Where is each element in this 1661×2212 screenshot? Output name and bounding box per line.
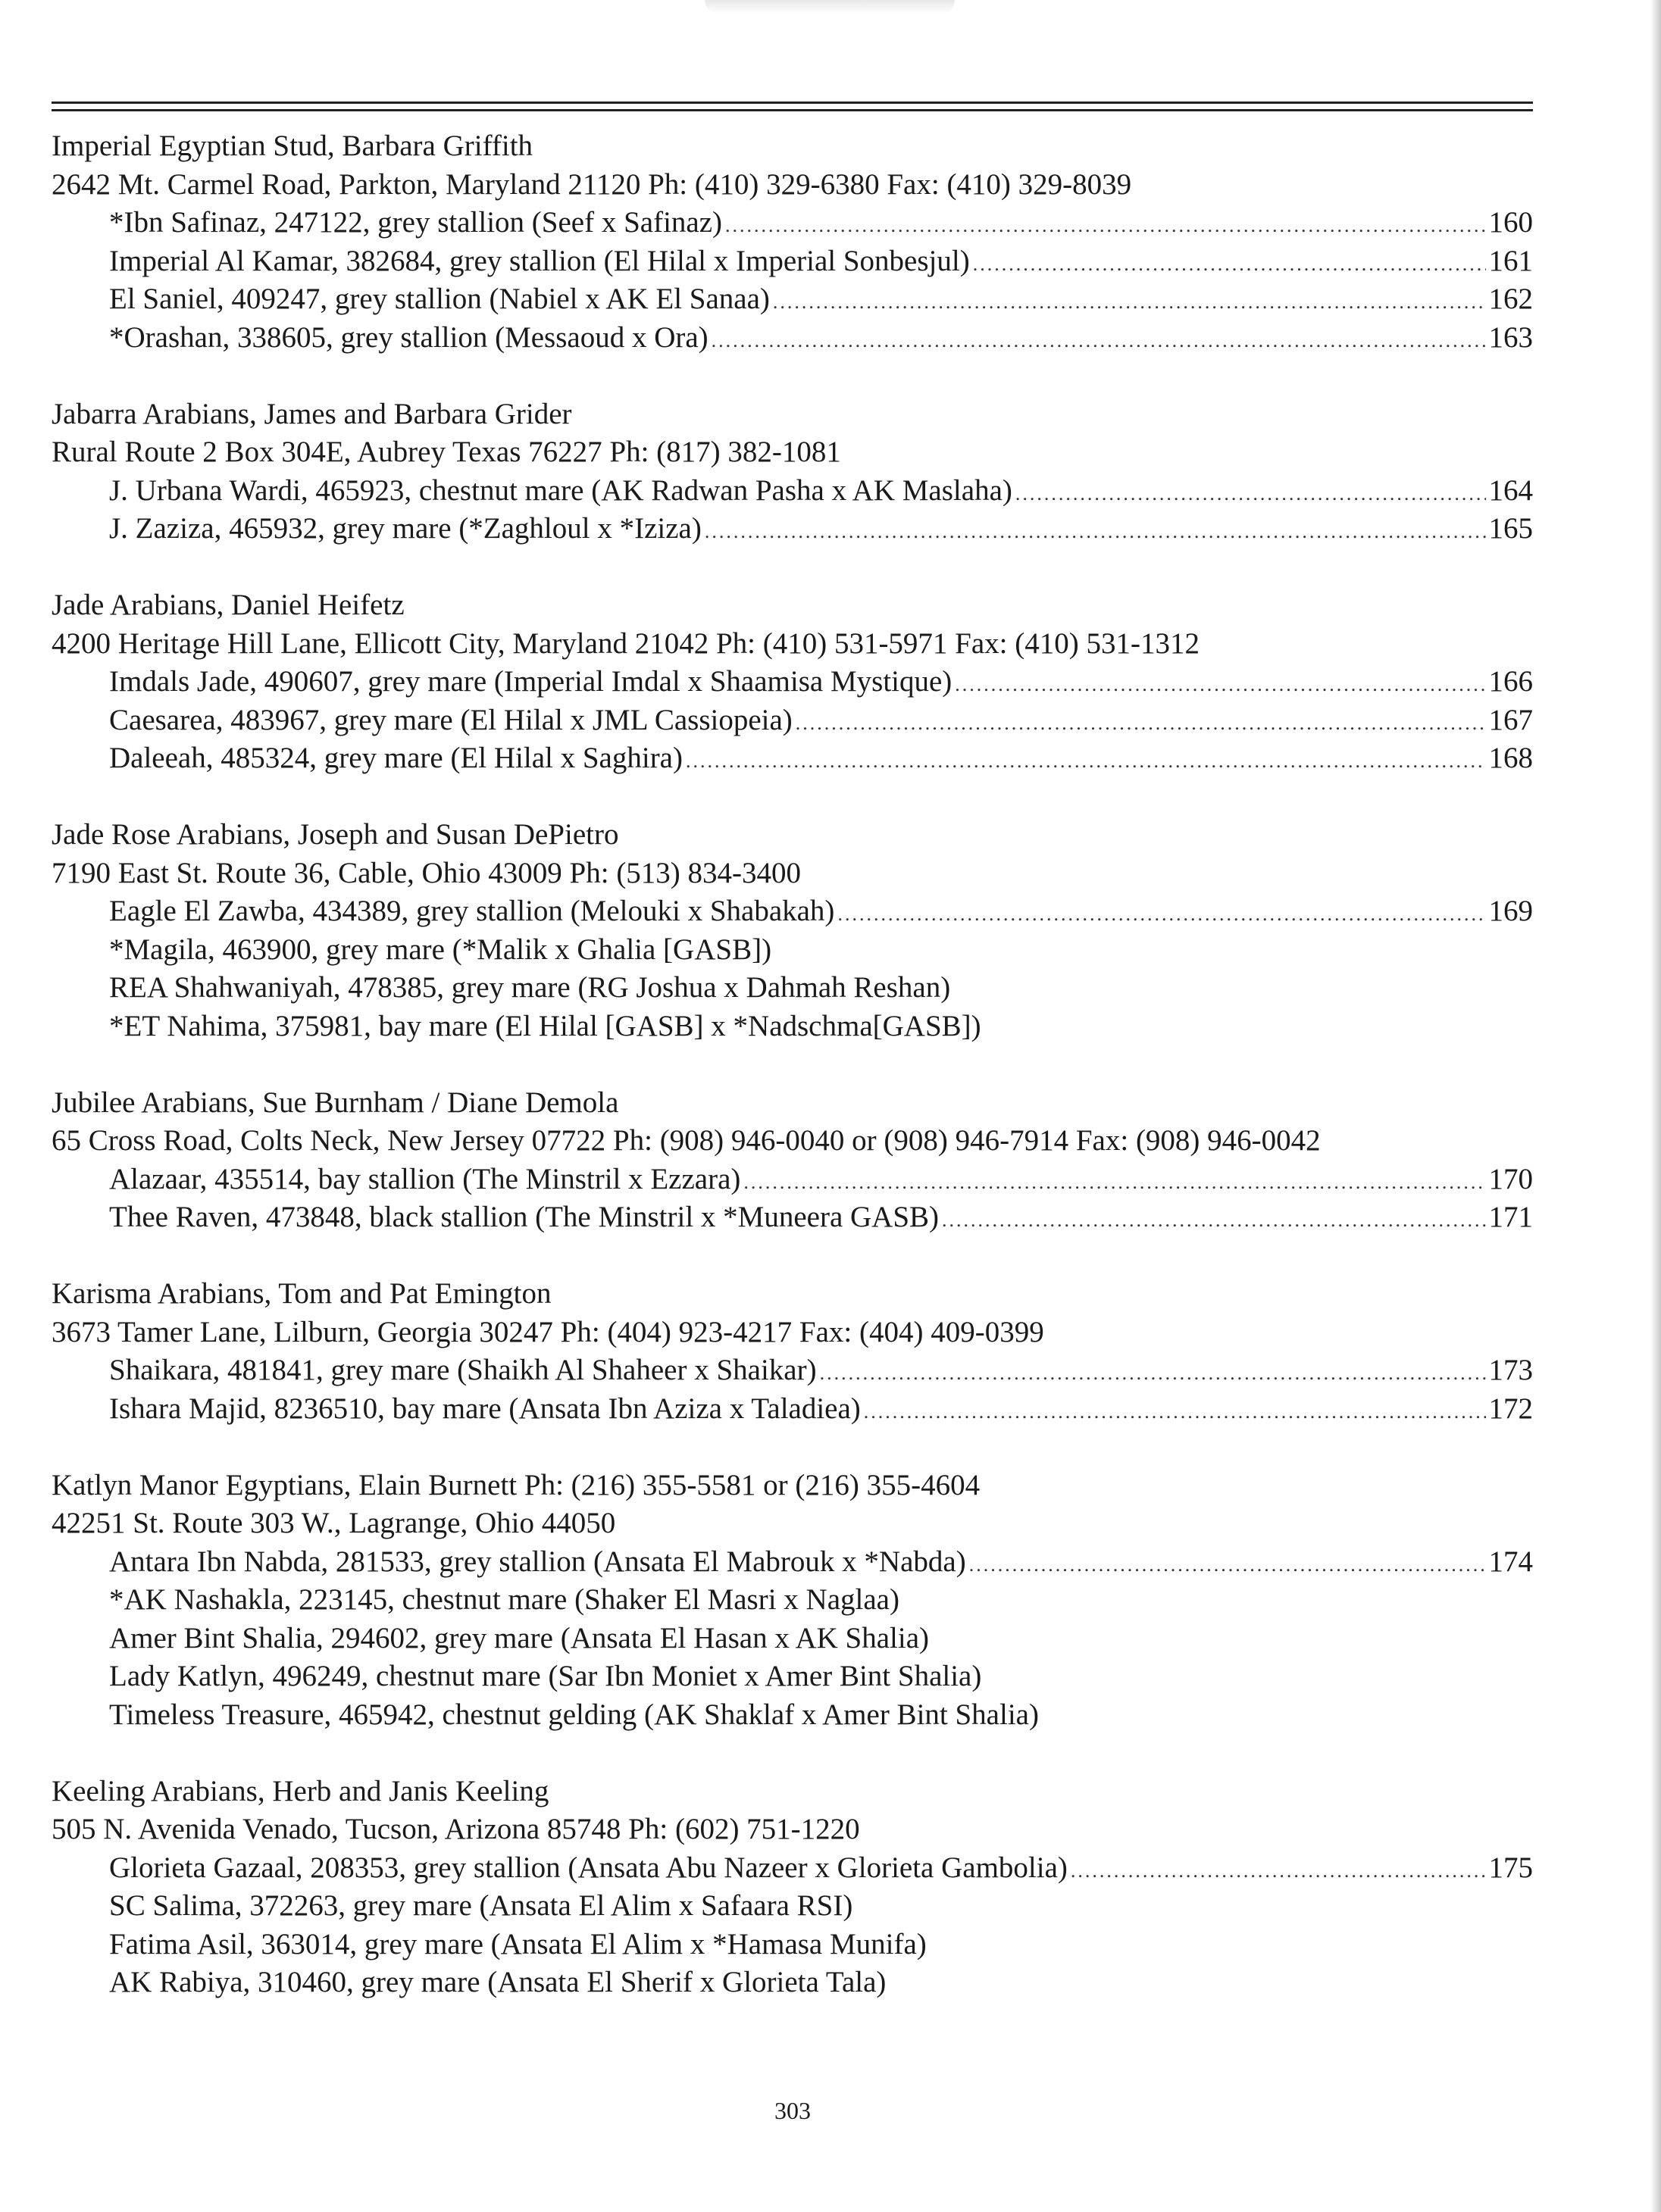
breeder-address: 505 N. Avenida Venado, Tucson, Arizona 85748 Ph: (602) 751-1220 — [52, 1813, 860, 1845]
horse-entry-text: Antara Ibn Nabda, 281533, grey stallion (Ansata El Mabrouk x *Nabda) — [109, 1545, 966, 1578]
page-edge-shadow — [1650, 0, 1661, 2212]
horse-entry-text: *Ibn Safinaz, 247122, grey stallion (Seef x Safinaz) — [109, 206, 723, 239]
dot-leader — [820, 1354, 1486, 1393]
breeder-section — [52, 395, 1533, 548]
dot-leader — [686, 742, 1486, 781]
breeder-address: 65 Cross Road, Colts Neck, New Jersey 07722 Ph: (908) 946-0040 or (908) 946-7914 Fax: (908) 946-0042 — [52, 1124, 1321, 1157]
horse-entry-text: Lady Katlyn, 496249, chestnut mare (Sar Ibn Moniet x Amer Bint Shalia) — [109, 1660, 982, 1692]
breeder-name: Katlyn Manor Egyptians, Elain Burnett Ph: (216) 355-5581 or (216) 355-4604 — [52, 1468, 981, 1501]
horse-entry-text: J. Urbana Wardi, 465923, chestnut mare (AK Radwan Pasha x AK Maslaha) — [109, 473, 1012, 507]
horse-entry-page-ref: 175 — [1488, 1851, 1533, 1884]
horse-entry-text: Timeless Treasure, 465942, chestnut gelding (AK Shaklaf x Amer Bint Shalia) — [109, 1698, 1039, 1731]
horse-entry-text: Amer Bint Shalia, 294602, grey mare (Ansata El Hasan x AK Shalia) — [109, 1621, 930, 1654]
horse-entry-page-ref: 160 — [1488, 206, 1533, 239]
breeder-section — [52, 1773, 1533, 2002]
breeder-section — [52, 1084, 1533, 1237]
horse-entry — [52, 242, 1533, 281]
horse-entry-text: Caesarea, 483967, grey mare (El Hilal x JML Cassiopeia) — [109, 703, 793, 736]
horse-entry-text: *Magila, 463900, grey mare (*Malik x Ghalia [GASB]) — [109, 933, 772, 966]
dot-leader — [796, 705, 1486, 743]
horse-entry-page-ref: 173 — [1488, 1354, 1533, 1386]
horse-entry — [52, 1581, 1533, 1620]
dot-leader — [973, 245, 1486, 284]
horse-entry — [52, 1390, 1533, 1429]
horse-entry-page-ref: 162 — [1488, 283, 1533, 315]
horse-entry-text: AK Rabiya, 310460, grey mare (Ansata El Sherif x Glorieta Tala) — [109, 1966, 887, 1998]
horse-entry-text: *ET Nahima, 375981, bay mare (El Hilal [GASB] x *Nadschma[GASB]) — [109, 1009, 981, 1042]
horse-entry-text: Eagle El Zawba, 434389, grey stallion (Melouki x Shabakah) — [109, 895, 835, 927]
dot-leader — [743, 1164, 1485, 1202]
horse-entry-text: REA Shahwaniyah, 478385, grey mare (RG Joshua x Dahmah Reshan) — [109, 971, 951, 1004]
directory-listing — [52, 127, 1533, 2040]
horse-entry — [52, 1008, 1533, 1046]
breeder-section — [52, 586, 1533, 778]
horse-entry — [52, 701, 1533, 740]
dot-leader — [725, 207, 1485, 245]
dot-leader — [837, 895, 1485, 934]
horse-entry — [52, 892, 1533, 931]
horse-entry-text: Thee Raven, 473848, black stallion (The Minstril x *Muneera GASB) — [109, 1201, 940, 1233]
horse-entry — [52, 1696, 1533, 1735]
horse-entry-page-ref: 164 — [1488, 473, 1533, 507]
horse-entry — [52, 1964, 1533, 2002]
horse-entry-page-ref: 170 — [1488, 1162, 1533, 1195]
breeder-name: Karisma Arabians, Tom and Pat Emington — [52, 1277, 552, 1310]
dot-leader — [773, 283, 1486, 322]
horse-entry-page-ref: 161 — [1488, 244, 1533, 277]
breeder-section — [52, 1467, 1533, 1735]
dot-leader — [969, 1546, 1486, 1585]
breeder-address: 2642 Mt. Carmel Road, Parkton, Maryland 21120 Ph: (410) 329-6380 Fax: (410) 329-8039 — [52, 167, 1132, 201]
horse-entry — [52, 472, 1533, 511]
horse-entry-page-ref: 174 — [1488, 1545, 1533, 1578]
horse-entry-page-ref: 163 — [1488, 320, 1533, 354]
horse-entry-text: Ishara Majid, 8236510, bay mare (Ansata Ibn Aziza x Taladiea) — [109, 1392, 861, 1425]
breeder-name: Jade Rose Arabians, Joseph and Susan DePietro — [52, 818, 619, 851]
horse-entry — [52, 1161, 1533, 1199]
horse-entry — [52, 739, 1533, 778]
horse-entry-page-ref: 166 — [1488, 665, 1533, 698]
horse-entry — [52, 280, 1533, 319]
horse-entry — [52, 1887, 1533, 1926]
horse-entry — [52, 1543, 1533, 1582]
breeder-address: 4200 Heritage Hill Lane, Ellicott City, Maryland 21042 Ph: (410) 531-5971 Fax: (410) 531-1312 — [52, 626, 1200, 660]
horse-entry-text: Shaikara, 481841, grey mare (Shaikh Al Shaheer x Shaikar) — [109, 1354, 817, 1386]
breeder-address: Rural Route 2 Box 304E, Aubrey Texas 76227 Ph: (817) 382-1081 — [52, 436, 841, 468]
horse-entry — [52, 1351, 1533, 1390]
horse-entry-text: *Orashan, 338605, grey stallion (Messaoud x Ora) — [109, 320, 709, 354]
breeder-address: 3673 Tamer Lane, Lilburn, Georgia 30247 Ph: (404) 923-4217 Fax: (404) 409-0399 — [52, 1315, 1044, 1348]
horse-entry-text: El Saniel, 409247, grey stallion (Nabiel x AK El Sanaa) — [109, 283, 770, 315]
dot-leader — [955, 666, 1485, 705]
horse-entry — [52, 663, 1533, 701]
horse-entry-text: SC Salima, 372263, grey mare (Ansata El Alim x Safaara RSI) — [109, 1889, 853, 1922]
horse-entry-text: J. Zaziza, 465932, grey mare (*Zaghloul x *Iziza) — [109, 512, 702, 545]
dot-leader — [712, 322, 1486, 361]
dot-leader — [864, 1393, 1486, 1432]
horse-entry-page-ref: 165 — [1488, 512, 1533, 545]
breeder-name: Jade Arabians, Daniel Heifetz — [52, 589, 405, 621]
header-rule-bottom — [52, 109, 1533, 111]
breeder-section — [52, 816, 1533, 1045]
horse-entry — [52, 319, 1533, 358]
dot-leader — [942, 1201, 1485, 1240]
breeder-address: 7190 East St. Route 36, Cable, Ohio 43009 Ph: (513) 834-3400 — [52, 856, 802, 889]
page-number: 303 — [774, 2097, 811, 2124]
horse-entry-page-ref: 172 — [1488, 1392, 1533, 1425]
horse-entry-text: Daleeah, 485324, grey mare (El Hilal x Saghira) — [109, 742, 683, 774]
dot-leader — [1015, 475, 1486, 514]
horse-entry-text: Fatima Asil, 363014, grey mare (Ansata El Alim x *Hamasa Munifa) — [109, 1927, 927, 1960]
breeder-section — [52, 1275, 1533, 1428]
horse-entry — [52, 1620, 1533, 1658]
horse-entry — [52, 1198, 1533, 1237]
breeder-name: Jabarra Arabians, James and Barbara Grider — [52, 397, 572, 430]
horse-entry — [52, 204, 1533, 242]
breeder-name: Keeling Arabians, Herb and Janis Keeling — [52, 1774, 549, 1807]
scan-smudge — [705, 0, 955, 14]
horse-entry-text: Glorieta Gazaal, 208353, grey stallion (Ansata Abu Nazeer x Glorieta Gambolia) — [109, 1851, 1068, 1884]
horse-entry-text: Imperial Al Kamar, 382684, grey stallion (El Hilal x Imperial Sonbesjul) — [109, 244, 970, 277]
dot-leader — [705, 513, 1486, 551]
horse-entry-text: Alazaar, 435514, bay stallion (The Minstril x Ezzara) — [109, 1162, 741, 1195]
header-rule-top — [52, 102, 1533, 104]
breeder-section — [52, 127, 1533, 357]
dot-leader — [1071, 1852, 1486, 1891]
horse-entry — [52, 1849, 1533, 1888]
horse-entry — [52, 1657, 1533, 1696]
horse-entry — [52, 510, 1533, 548]
horse-entry-page-ref: 168 — [1488, 742, 1533, 774]
horse-entry-text: Imdals Jade, 490607, grey mare (Imperial Imdal x Shaamisa Mystique) — [109, 665, 952, 698]
horse-entry-page-ref: 167 — [1488, 703, 1533, 736]
horse-entry-page-ref: 169 — [1488, 895, 1533, 927]
breeder-name: Imperial Egyptian Stud, Barbara Griffith — [52, 130, 533, 162]
horse-entry-page-ref: 171 — [1488, 1201, 1533, 1233]
horse-entry — [52, 1926, 1533, 1964]
breeder-address: 42251 St. Route 303 W., Lagrange, Ohio 44050 — [52, 1507, 616, 1539]
horse-entry — [52, 931, 1533, 970]
breeder-name: Jubilee Arabians, Sue Burnham / Diane Demola — [52, 1086, 619, 1119]
horse-entry-text: *AK Nashakla, 223145, chestnut mare (Shaker El Masri x Naglaa) — [109, 1583, 899, 1616]
horse-entry — [52, 969, 1533, 1008]
